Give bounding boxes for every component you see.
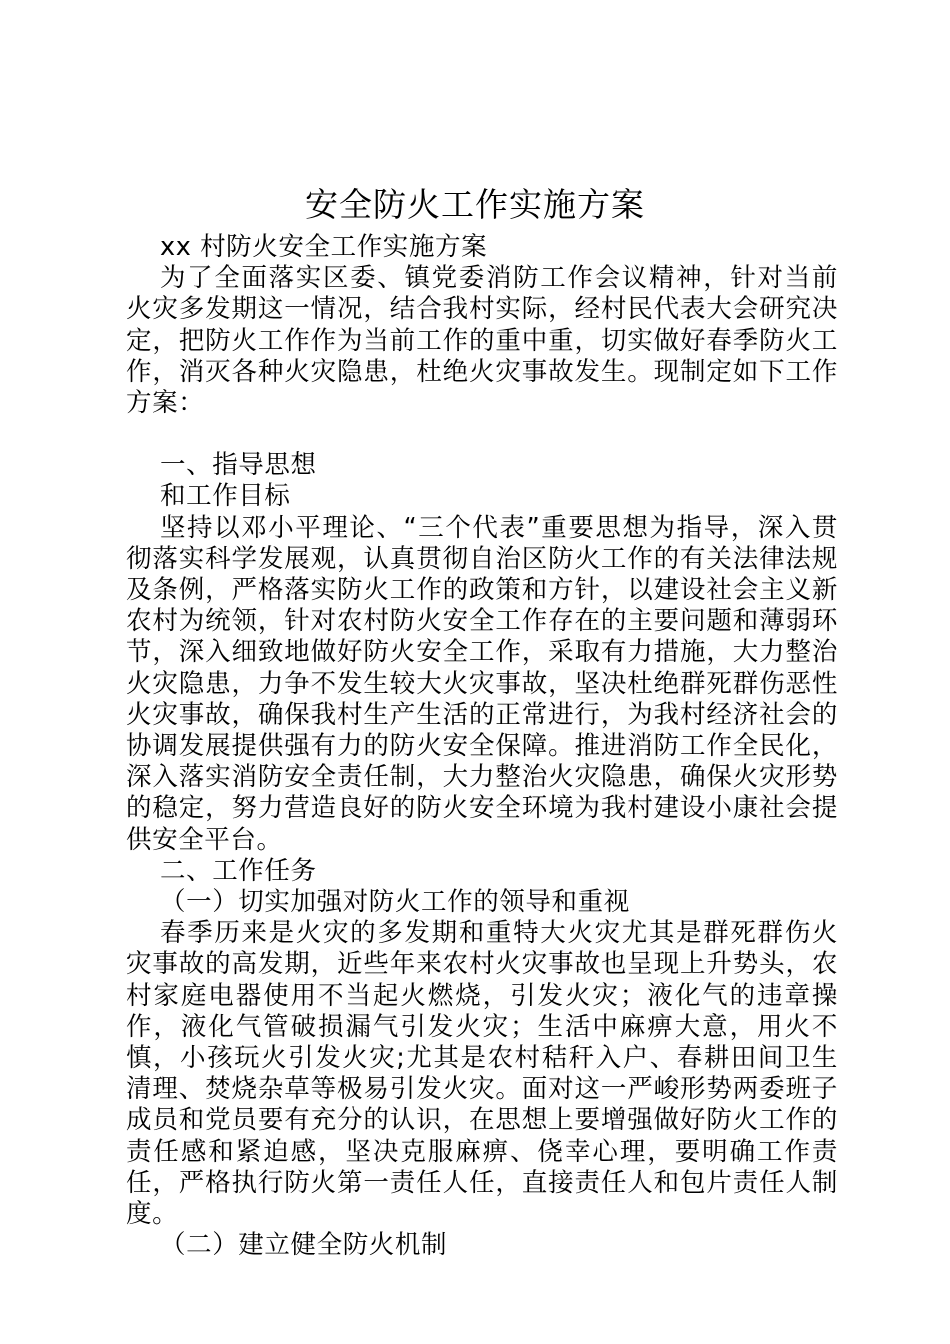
subtitle-paragraph: xx 村防火安全工作实施方案: [160, 232, 488, 262]
intro-paragraph: 为了全面落实区委、镇党委消防工作会议精神，针对当前火灾多发期这一情况，结合我村实际，经村民代表大会研究决定，把防火工作作为当前工作的重中重，切实做好春季防火工作，消灭各种火灾隐患，杜绝火灾事故发生。现制定如下工作方案：: [126, 263, 838, 419]
document-body: [126, 232, 838, 1262]
leadership-paragraph: 春季历来是火灾的多发期和重特大火灾尤其是群死群伤火灾事故的高发期，近些年来农村火灾事故也呈现上升势头，农村家庭电器使用不当起火燃烧，引发火灾；液化气的违章操作，液化气管破损漏气引发火灾；生活中麻痹大意，用火不慎，小孩玩火引发火灾;尤其是农村秸秆入户、春耕田间卫生清理、焚烧杂草等极易引发火灾。面对这一严峻形势两委班子成员和党员要有充分的认识，在思想上要增强做好防火工作的责任感和紧迫感，坚决克服麻痹、侥幸心理，要明确工作责任，严格执行防火第一责任人任，直接责任人和包片责任人制度。: [126, 918, 838, 1230]
section-heading-work-tasks: 二、工作任务: [160, 855, 317, 886]
subsection-heading-leadership: （一）切实加强对防火工作的领导和重视: [160, 887, 630, 918]
subsection-heading-mechanism: （二）建立健全防火机制: [160, 1230, 448, 1261]
document-title: 安全防火工作实施方案: [305, 185, 645, 224]
section-heading-work-goal: 和工作目标: [160, 481, 291, 512]
section-heading-guiding-thought: 一、指导思想: [160, 450, 317, 481]
guiding-thought-paragraph: 坚持以邓小平理论、“三个代表”重要思想为指导，深入贯彻落实科学发展观，认真贯彻自治区防火工作的有关法律法规及条例，严格落实防火工作的政策和方针，以建设社会主义新农村为统领，针对农村防火安全工作存在的主要问题和薄弱环节，深入细致地做好防火安全工作，采取有力措施，大力整治火灾隐患，力争不发生较大火灾事故，坚决杜绝群死群伤恶性火灾事故，确保我村生产生活的正常进行，为我村经济社会的协调发展提供强有力的防火安全保障。推进消防工作全民化，深入落实消防安全责任制，大力整治火灾隐患，确保火灾形势的稳定，努力营造良好的防火安全环境为我村建设小康社会提供安全平台。: [126, 512, 838, 855]
